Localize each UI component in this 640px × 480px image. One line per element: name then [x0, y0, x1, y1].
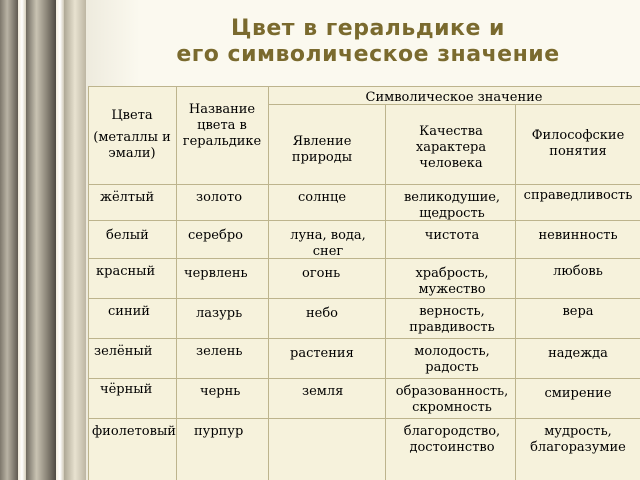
cell-color: красный [96, 264, 156, 279]
cell-character: чистота [424, 228, 480, 243]
column-decoration [64, 0, 86, 480]
column-decoration [56, 0, 64, 480]
grid-line [88, 86, 640, 87]
cell-heraldic: лазурь [196, 306, 243, 321]
grid-line [88, 338, 640, 339]
cell-character: храбрость, мужество [415, 266, 489, 297]
title-line-2: его символическое значение [176, 42, 560, 67]
column-decoration [18, 0, 26, 480]
cell-character: молодость, радость [414, 344, 490, 375]
cell-color: жёлтый [100, 190, 155, 205]
cell-nature: огонь [302, 266, 341, 281]
cell-heraldic: червлень [184, 266, 248, 281]
header-character: Качества характера человека [415, 124, 487, 171]
cell-heraldic: серебро [188, 228, 243, 243]
grid-line [88, 184, 640, 185]
cell-philosophy: любовь [553, 264, 603, 279]
header-colors-label: Цвета [111, 108, 153, 123]
cell-character: благородство, достоинство [403, 424, 501, 455]
header-colors-sub: (металлы и эмали) [93, 130, 171, 161]
column-decoration [26, 0, 56, 480]
cell-philosophy: надежда [548, 346, 608, 361]
cell-character: образованность, скромность [395, 384, 509, 415]
cell-heraldic: золото [196, 190, 243, 205]
column-decoration [0, 0, 18, 480]
cell-color: белый [106, 228, 149, 243]
header-philosophy: Философские понятия [531, 128, 625, 159]
header-heraldic-name: Название цвета в геральдике [182, 102, 262, 149]
header-colors [90, 108, 174, 162]
cell-nature: луна, вода, снег [290, 228, 366, 259]
cell-philosophy: справедливость [523, 188, 633, 203]
grid-line [515, 104, 516, 480]
cell-color: фиолетовый [92, 424, 176, 439]
title-line-1: Цвет в геральдике и [231, 16, 505, 41]
cell-nature: земля [302, 384, 344, 399]
cell-color: зелёный [94, 344, 153, 359]
grid-line [88, 298, 640, 299]
cell-nature: небо [306, 306, 339, 321]
grid-line [176, 86, 177, 480]
header-symbolic: Символическое значение [365, 90, 543, 105]
grid-line [385, 104, 386, 480]
grid-line [88, 86, 89, 480]
cell-philosophy: смирение [544, 386, 612, 401]
cell-heraldic: зелень [196, 344, 243, 359]
cell-nature: растения [290, 346, 354, 361]
cell-heraldic: пурпур [194, 424, 244, 439]
cell-character: верность, правдивость [409, 304, 495, 335]
grid-line [88, 378, 640, 379]
grid-line [88, 220, 640, 221]
slide-title [96, 16, 640, 68]
cell-philosophy: мудрость, благоразумие [530, 424, 626, 455]
cell-color: синий [108, 304, 150, 319]
cell-philosophy: вера [562, 304, 594, 319]
grid-line [88, 418, 640, 419]
cell-philosophy: невинность [538, 228, 618, 243]
cell-color: чёрный [100, 382, 153, 397]
header-nature: Явление природы [291, 134, 353, 165]
grid-line [268, 86, 269, 480]
cell-heraldic: чернь [200, 384, 241, 399]
cell-nature: солнце [298, 190, 347, 205]
cell-character: великодушие, щедрость [403, 190, 501, 221]
